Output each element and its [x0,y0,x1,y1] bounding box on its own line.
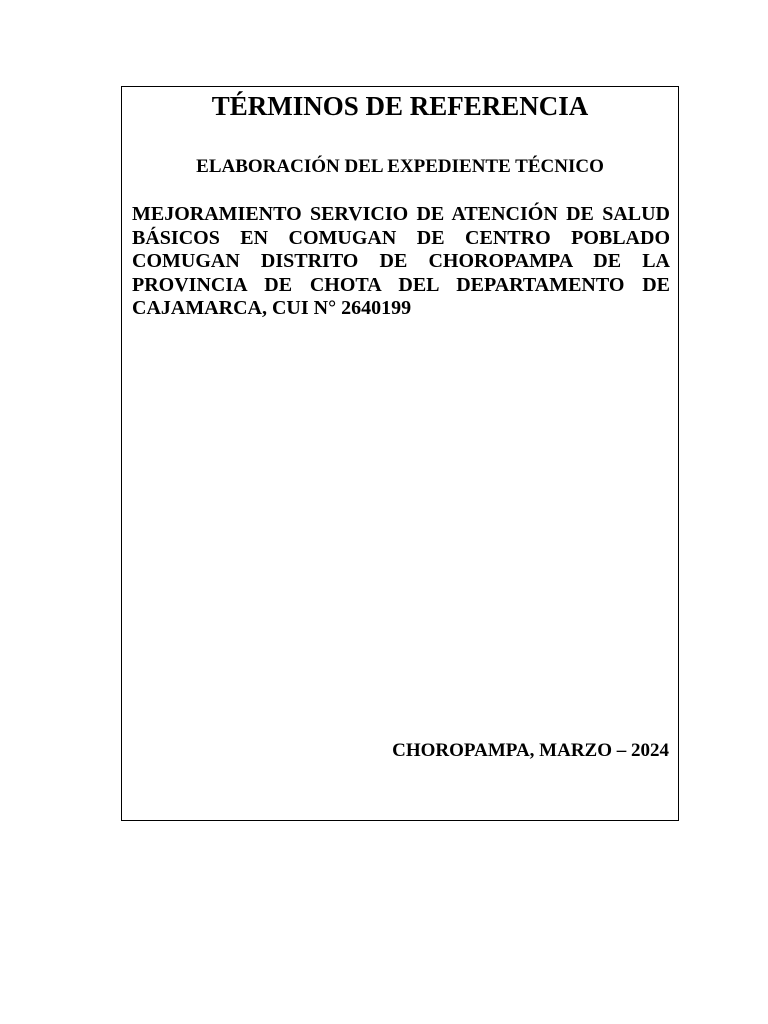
document-title: TÉRMINOS DE REFERENCIA [211,91,589,121]
document-subtitle: ELABORACIÓN DEL EXPEDIENTE TÉCNICO [196,156,604,177]
project-name: MEJORAMIENTO SERVICIO DE ATENCIÓN DE SALUD BÁSICOS EN COMUGAN DE CENTRO POBLADO COMUGAN DISTRITO DE CHOROPAMPA DE LA PROVINCIA DE CHOTA DEL DEPARTAMENTO DE CAJAMARCA, CUI N° 2640199 [132,203,670,319]
cover-frame [121,86,679,821]
place-date: CHOROPAMPA, MARZO – 2024 [392,740,669,761]
